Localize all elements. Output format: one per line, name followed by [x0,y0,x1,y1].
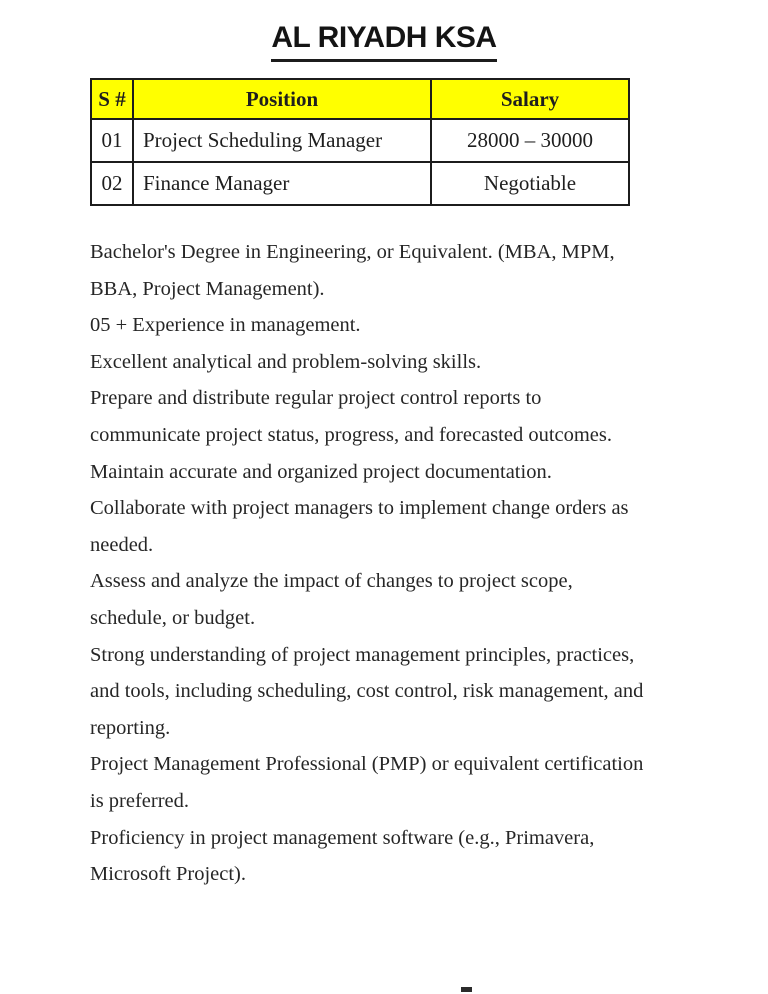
cell-salary: Negotiable [431,162,629,205]
requirement-line: schedule, or budget. [90,606,256,629]
requirement-line: Maintain accurate and organized project documentation. [90,460,552,483]
requirement-line: Project Management Professional (PMP) or equivalent certification [90,753,644,776]
requirement-line: is preferred. [90,789,190,812]
requirement-line: Microsoft Project). [90,863,246,886]
requirement-paragraph [90,344,690,381]
table-row [91,162,629,205]
requirement-line: communicate project status, progress, and forecasted outcomes. [90,423,613,446]
requirement-line: 05 + Experience in management. [90,314,361,337]
requirement-line: Prepare and distribute regular project control reports to [90,387,542,410]
requirement-line: Strong understanding of project management principles, practices, [90,643,635,666]
cell-sno: 02 [91,162,133,205]
requirement-line: Assess and analyze the impact of changes to project scope, [90,570,573,593]
requirement-paragraph [90,490,690,563]
positions-table-header [91,79,629,119]
cell-position: Project Scheduling Manager [133,119,431,162]
requirement-line: BBA, Project Management). [90,277,325,300]
table-row [91,119,629,162]
requirement-paragraph [90,820,690,893]
requirement-paragraph [90,234,690,307]
requirement-paragraph [90,307,690,344]
page-title [0,0,768,62]
requirement-paragraph [90,563,690,636]
positions-table-body [91,119,629,205]
requirement-line: Collaborate with project managers to implement change orders as [90,497,629,520]
header-cell-salary: Salary [431,79,629,119]
requirement-line: and tools, including scheduling, cost control, risk management, and [90,680,644,703]
header-cell-sno: S # [91,79,133,119]
requirement-line: Excellent analytical and problem-solving skills. [90,350,482,373]
cell-position: Finance Manager [133,162,431,205]
cell-salary: 28000 – 30000 [431,119,629,162]
requirement-paragraph [90,637,690,747]
requirement-line: Bachelor's Degree in Engineering, or Equivalent. (MBA, MPM, [90,241,615,263]
requirement-line: needed. [90,533,154,556]
cell-sno: 01 [91,119,133,162]
header-cell-position: Position [133,79,431,119]
requirements-section [90,234,690,893]
positions-table [90,78,630,206]
scan-artifact-mark [461,987,472,992]
table-header-row [91,79,629,119]
page-title-text: AL RIYADH KSA [271,21,496,62]
requirement-paragraph [90,746,690,819]
requirement-line: Proficiency in project management software (e.g., Primavera, [90,826,595,849]
requirement-line: reporting. [90,716,171,739]
requirement-paragraph [90,380,690,453]
requirement-paragraph [90,454,690,491]
